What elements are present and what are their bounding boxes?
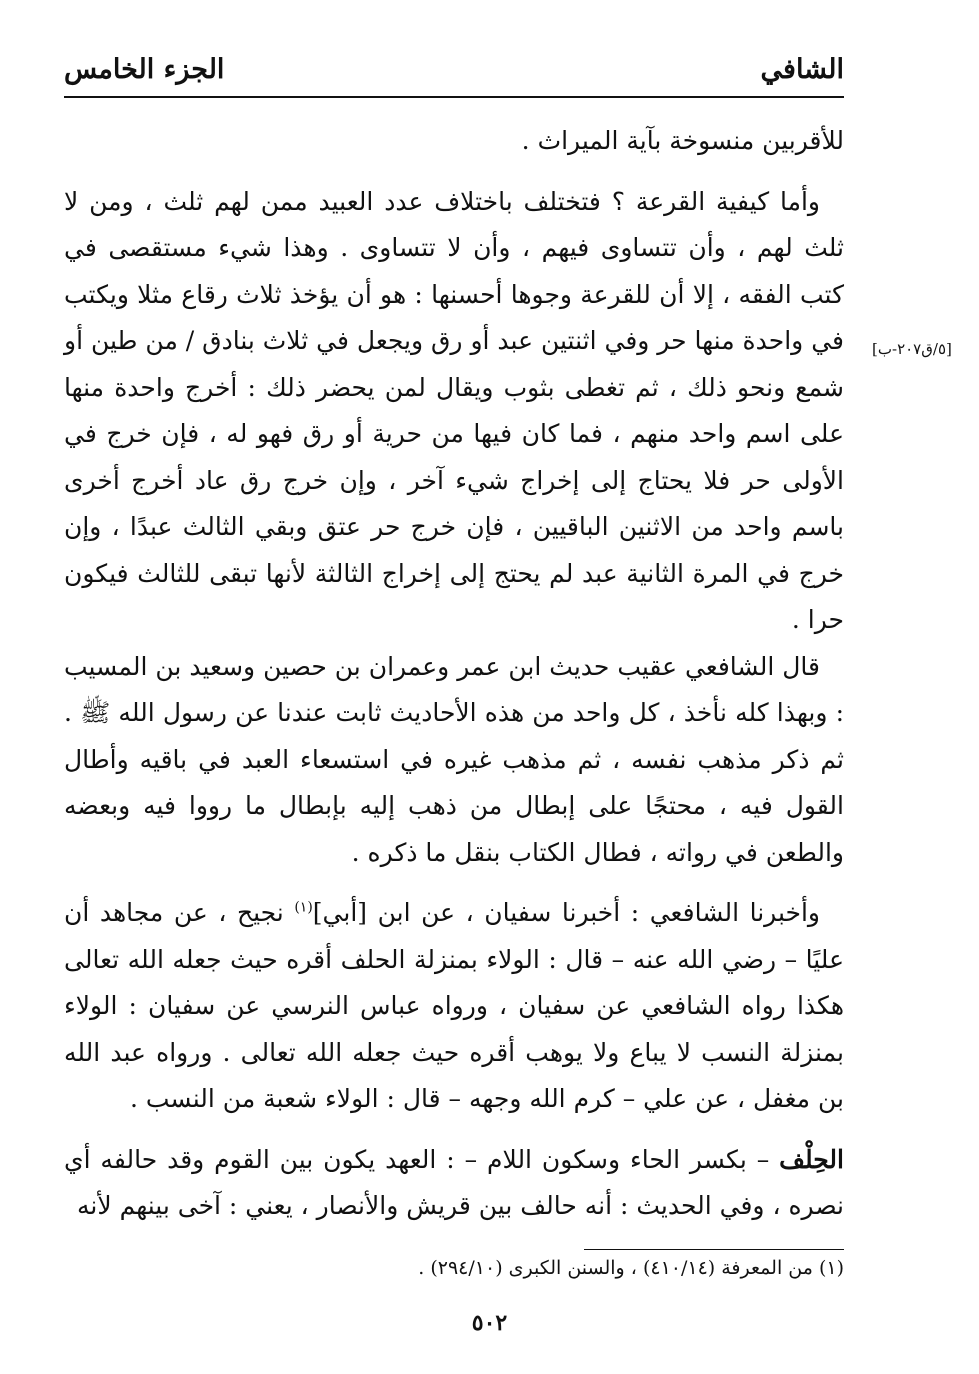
footnote-divider [584,1249,844,1250]
paragraph-hadith [64,890,844,1123]
paragraph-lot-method [64,179,844,644]
hadith-text-start: وأخبرنا الشافعي : أخبرنا سفيان ، عن ابن [أبي] [312,898,820,927]
header-divider [64,96,844,98]
paragraph-continuation: للأقربين منسوخة بآية الميراث . [521,126,844,155]
main-text [64,118,844,1230]
paragraph-lot-method-text: وأما كيفية القرعة ؟ فتختلف باختلاف عدد العبيد ممن لهم ثلث ، ومن لا ثلث لهم ، وأن تتساوى فيهم ، وأن لا تتساوى . وهذا شيء مستقصى في كتب الفقه ، إلا أن للقرعة وجوها أحسنها : هو أن يؤخذ ثلاث رقاع مثلا ويكتب في واحدة منها حر وفي اثنتين عبد أو رق ويجعل في ثلاث بنادق / من طين أو شمع ونحو ذلك ، ثم تغطى بثوب ويقال لمن يحضر ذلك : أخرج واحدة منها على اسم واحد منهم ، فما كان فيها من حرية أو رق فهو له ، فإن خرج في الأولى حر فلا يحتاج إلى إخراج شيء آخر ، وإن خرج رق عاد أخرج أخرى باسم واحد من الاثنين الباقيين ، فإن خرج حر عتق وبقي الثالث عبدًا ، وإن خرج في المرة الثانية عبد لم يحتج إلى إخراج الثالثة لأنها تبقى للثالث فيكون حرا . [64,186,844,634]
footnote-reference[interactable]: (١) [294,899,313,916]
paragraph-shafii-comment-text: قال الشافعي عقيب حديث ابن عمر وعمران بن حصين وسعيد بن المسيب : وبهذا كله نأخذ ، كل واحد من هذه الأحاديث ثابت عندنا عن رسول الله ﷺ . ثم ذكر مذهب نفسه ، ثم مذهب غيره في استسعاء العبد في باقيه وأطال القول فيه ، محتجًا على إبطال من ذهب إليه بإبطال ما رووا فيه وبعضه والطعن في رواته ، فطال الكتاب بنقل ما ذكره . [64,651,844,867]
volume-label: الجزء الخامس [64,54,225,85]
footnote: (١) من المعرفة (٤١٠/١٤) ، والسنن الكبرى (٢٩٤/١٠) . [418,1257,844,1279]
paragraph-shafii-comment [64,644,844,877]
manuscript-folio-note: [٥/ق٢٠٧-ب] [872,340,952,358]
hadith-text-rest: نجيح ، عن مجاهد أن عليًا – رضي الله عنه – قال : الولاء بمنزلة الحلف أقره حيث جعله الله تعالى هكذا رواه الشافعي عن سفيان ، ورواه عباس النرسي عن سفيان : الولاء بمنزلة النسب لا يباع ولا يوهب أقره حيث جعله الله تعالى . ورواه عبد الله بن مغفل ، عن علي – كرم الله وجهه – قال : الولاء شعبة من النسب . [64,898,844,1113]
running-head [64,52,844,92]
book-title: الشافي [760,54,844,85]
gloss-text: – بكسر الحاء وسكون اللام – : العهد يكون بين القوم وقد حالفه أي نصره ، وفي الحديث : أنه حالف بين قريش والأنصار ، يعني : آخى بينهم لأنه [64,1144,844,1220]
glossed-term: الحِلْف [779,1144,844,1174]
paragraph-gloss [64,1137,844,1230]
page-number: ٥٠٢ [471,1310,508,1336]
